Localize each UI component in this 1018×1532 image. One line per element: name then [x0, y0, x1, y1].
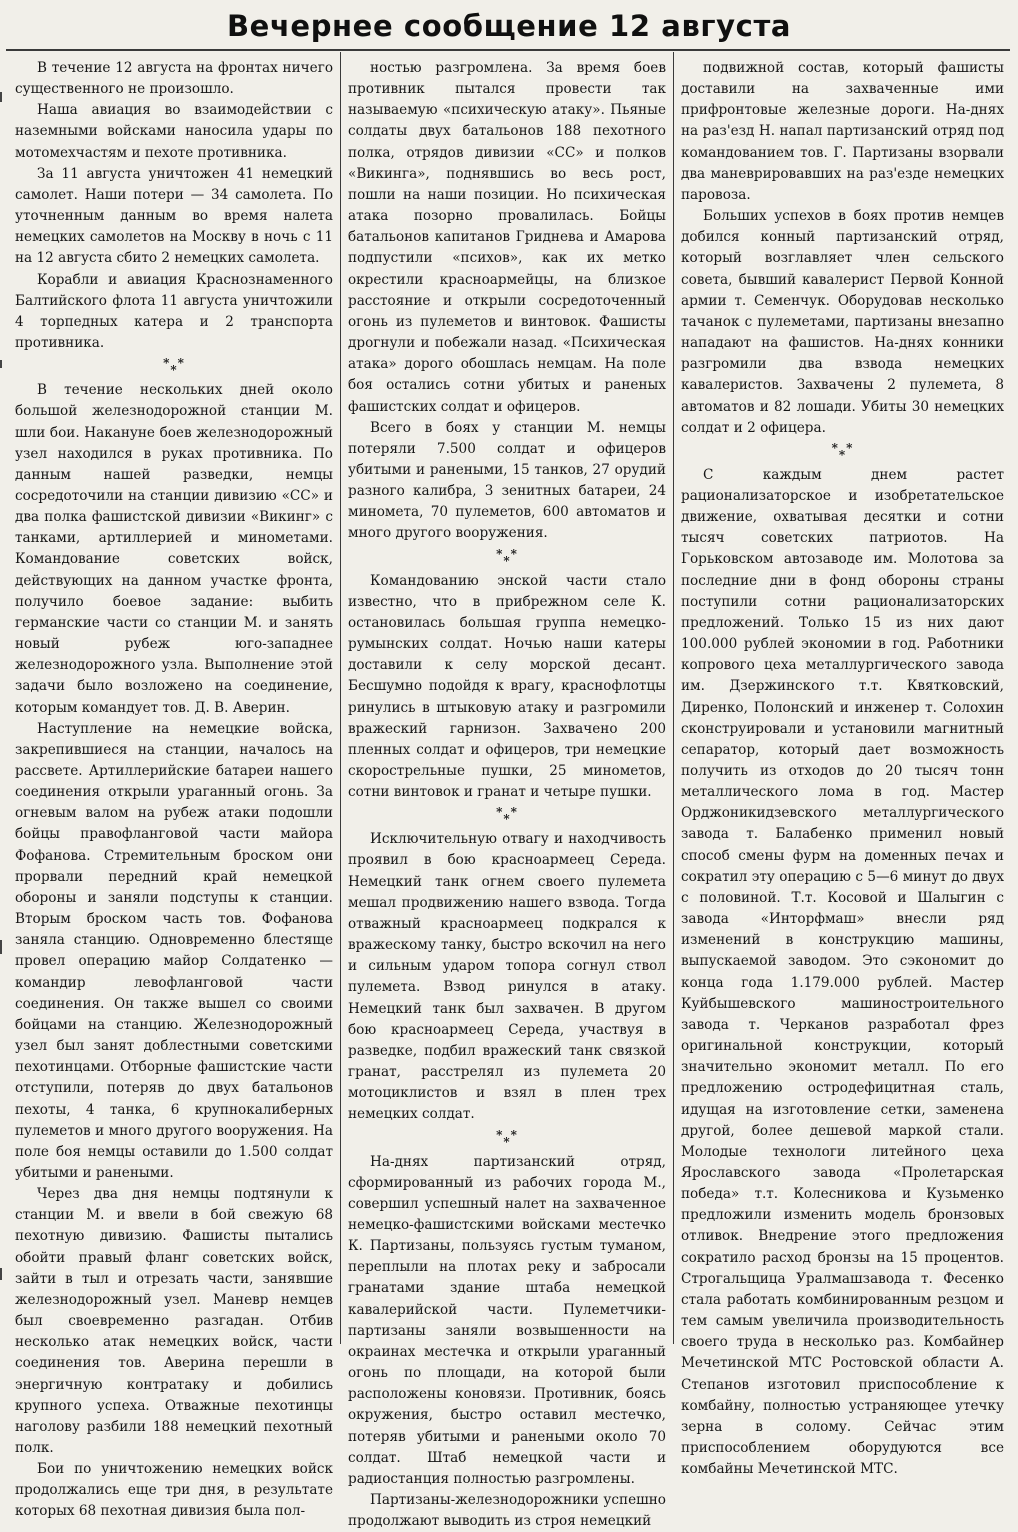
- column-divider-2: [673, 52, 674, 1344]
- article-paragraph: Партизаны-железнодорожники успешно продолжают выводить из строя немецкий: [348, 1492, 666, 1530]
- article-paragraph: Через два дня немцы подтянули к станции М. и ввели в бой свежую 68 пехотную дивизию. Фашисты пытались обойти правый фланг советских войск, зайти в тыл и отрезать части, занявшие железнодорожный узел. Маневр немцев был своевременно разгадан. Отбив несколько атак немецких войск, части соединения тов. Аверина перешли в энергичную контратаку и добились крупного успеха. Отважные пехотинцы наголову разбили 188 немецкий пехотный полк.: [15, 1186, 333, 1456]
- section-separator-stars: ***: [496, 1127, 518, 1149]
- section-separator-stars: ***: [163, 356, 185, 378]
- section-separator-stars: ***: [831, 440, 854, 462]
- headline-rule: [6, 49, 1010, 51]
- headline: Вечернее сообщение 12 августа: [226, 9, 792, 43]
- edge-mark: [0, 360, 2, 368]
- article-paragraph: Наша авиация во взаимодействии с наземными войсками наносила удары по мотомехчастям и пехоте противника.: [15, 102, 333, 161]
- article-column-2: [348, 58, 666, 1530]
- article-paragraph: Исключительную отвагу и находчивость проявил в бою красноармеец Середа. Немецкий танк огнем своего пулемета мешал продвижению нашего взвода. Тогда отважный красноармеец подкрался к вражескому танку, быстро вскочил на него и сильным ударом топора согнул ствол пулемета. Взвод ринулся в атаку. Немецкий танк был захвачен. В другом бою красноармеец Середа, участвуя в разведке, подбил вражеский танк связкой гранат, расстрелял из пулемета 20 мотоциклистов и взял в плен трех немецких солдат.: [348, 831, 666, 1123]
- article-paragraph: С каждым днем растет рационализаторское и изобретательское движение, охватывая десятки и сотни тысяч советских патриотов. На Горьковском автозаводе им. Молотова за последние дни в фонд обороны страны поступили сотни рационализаторских предложений. Только 15 из них дают 100.000 рублей экономии в год. Работники копрового цеха металлургического завода им. Дзержинского т.т. Квятковский, Диренко, Полонский и инженер т. Солохин сконструировали и установили магнитный сепаратор, который дает возможность получить из отходов до 20 тысяч тонн металлического лома в год. Мастер Орджоникидзевского металлургического завода т. Балабенко применил новый способ смены фурм на доменных печах и сократил эту операцию с 5—6 минут до двух с половиной. Т.т. Косовой и Шалыгин с завода «Инторфмаш» внесли ряд изменений в конструкцию машины, выпускаемой заводом. Это сэкономит до конца года 1.179.000 рублей. Мастер Куйбышевского машиностроительного завода т. Черканов разработал фрез оригинальной конструкции, который значительно экономит металл. По его предложению остродефицитная сталь, идущая на изготовление сетки, заменена другой, более дешевой маркой стали. Молодые технологи литейного цеха Ярославского завода «Пролетарская победа» т.т. Колесникова и Кузьменко предложили изменить модель бронзовых отливок. Внедрение этого предложения сократило расход бронзы на 15 процентов. Строгальщица Уралмашзавода т. Фесенко стала работать комбинированным резцом и тем самым увеличила производительность своего труда в несколько раз. Комбайнер Мечетинской МТС Ростовской области А. Степанов изготовил приспособление к комбайну, полностью устраняющее утечку зерна в солому. Сейчас этим приспособлением оборудуются все комбайны Мечетинской МТС.: [681, 466, 1004, 1478]
- article-paragraph: На-днях партизанский отряд, сформированный из рабочих города М., совершил успешный налет на захваченное немецко-фашистскими войсками местечко К. Партизаны, пользуясь густым туманом, переплыли на плотах реку и забросали гранатами здание штаба немецкой кавалерийской части. Пулеметчики-партизаны заняли возвышенности на окраинах местечка и открыли ураганный огонь по площади, на которой были расположены коновязи. Противник, боясь окружения, быстро оставил местечко, потеряв убитыми и ранеными около 70 солдат. Штаб немецкой части и радиостанция полностью разгромлены.: [348, 1153, 666, 1487]
- article-paragraph: Корабли и авиация Краснознаменного Балтийского флота 11 августа уничтожили 4 торпедных катера и 2 транспорта противника.: [15, 271, 333, 352]
- edge-mark: [0, 940, 2, 954]
- article-paragraph: Больших успехов в боях против немцев добился конный партизанский отряд, который возглавляет член сельского совета, бывший кавалерист Первой Конной армии т. Семенчук. Оборудовав несколько тачанок с пулеметами, партизаны внезапно нападают на фашистов. На-днях конники разгромили два взвода немецких кавалеристов. Захвачены 2 пулемета, 8 автоматов и 82 лошади. Убиты 30 немецких солдат и 2 офицера.: [681, 208, 1004, 436]
- article-paragraph: Всего в боях у станции М. немцы потеряли 7.500 солдат и офицеров убитыми и ранеными, 15 танков, 27 орудий разного калибра, 3 зенитных батареи, 24 миномета, 70 пулеметов, 600 автоматов и много другого вооружения.: [348, 419, 666, 542]
- article-paragraph: Бои по уничтожению немецких войск продолжались еще три дня, в результате которых 68 пехотная дивизия была пол-: [15, 1461, 333, 1520]
- article-paragraph: ностью разгромлена. За время боев противник пытался провести так называемую «психическую атаку». Пьяные солдаты двух батальонов 188 пехотного полка, отрядов дивизии «СС» и полков «Викинга», поднявшись во весь рост, пошли на наши позиции. Но психическая атака позорно провалилась. Бойцы батальонов капитанов Гриднева и Амарова подпустили «психов», как их метко окрестили красноармейцы, на близкое расстояние и открыли сосредоточенный огонь из пулеметов и винтовок. Фашисты дрогнули и побежали назад. «Психическая атака» дорого обошлась немцам. На поле боя остались сотни убитых и раненых фашистских солдат и офицеров.: [348, 60, 666, 415]
- article-paragraph: За 11 августа уничтожен 41 немецкий самолет. Наши потери — 34 самолета. По уточненным данным во время налета немецких самолетов на Москву в ночь с 11 на 12 августа сбито 2 немецких самолета.: [15, 165, 333, 267]
- article-paragraph: В течение 12 августа на фронтах ничего существенного не произошло.: [15, 60, 333, 98]
- section-separator-stars: ***: [496, 546, 518, 568]
- column-divider-1: [340, 52, 341, 1344]
- article-paragraph: подвижной состав, который фашисты доставили на захваченные ими прифронтовые железные дороги. На-днях на раз'езд Н. напал партизанский отряд под командованием тов. Г. Партизаны взорвали два маневрировавших на раз'езде немецких паровоза.: [681, 60, 1004, 203]
- section-separator-stars: ***: [496, 805, 518, 827]
- article-column-1: [15, 58, 333, 1520]
- article-paragraph: В течение нескольких дней около большой железнодорожной станции М. шли бои. Накануне боев железнодорожный узел находился в руках противника. По данным нашей разведки, немцы сосредоточили на станции дивизию «СС» и два полка фашистской дивизии «Викинг» с танками, артиллерией и минометами. Командование советских войск, действующих на данном участке фронта, получило боевое задание: выбить германские части со станции М. и занять новый рубеж юго-западнее железнодорожного узла. Выполнение этой задачи было возложено на соединение, которым командует тов. Д. В. Аверин.: [15, 382, 333, 716]
- edge-mark: [0, 1268, 2, 1280]
- article-column-3: [681, 58, 1004, 1478]
- edge-mark: [0, 92, 2, 102]
- article-paragraph: Наступление на немецкие войска, закрепившиеся на станции, началось на рассвете. Артиллерийские батареи нашего соединения открыли ураганный огонь. За огневым валом на рубеж атаки подошли бойцы правофланговой части майора Фофанова. Стремительным броском они прорвали передний край немецкой обороны и заняли подступы к станции. Вторым броском часть тов. Фофанова заняла станцию. Одновременно блестяще провел операцию майор Солдатенко — командир левофланговой части соединения. Он также вышел со своими бойцами на станцию. Железнодорожный узел был занят доблестными советскими пехотинцами. Отборные фашистские части отступили, потеряв до двух батальонов пехоты, 4 танка, 6 крупнокалиберных пулеметов и много другого вооружения. На поле боя немцы оставили до 1.500 солдат убитыми и ранеными.: [15, 720, 333, 1181]
- article-paragraph: Командованию энской части стало известно, что в прибрежном селе К. остановилась большая группа немецко-румынских солдат. Ночью наши катеры доставили к селу морской десант. Бесшумно подойдя к врагу, краснофлотцы ринулись в штыковую атаку и разгромили вражеский гарнизон. Захвачено 200 пленных солдат и офицеров, три немецкие скорострельные пушки, 25 минометов, сотни винтовок и гранат и четыре пушки.: [348, 572, 666, 801]
